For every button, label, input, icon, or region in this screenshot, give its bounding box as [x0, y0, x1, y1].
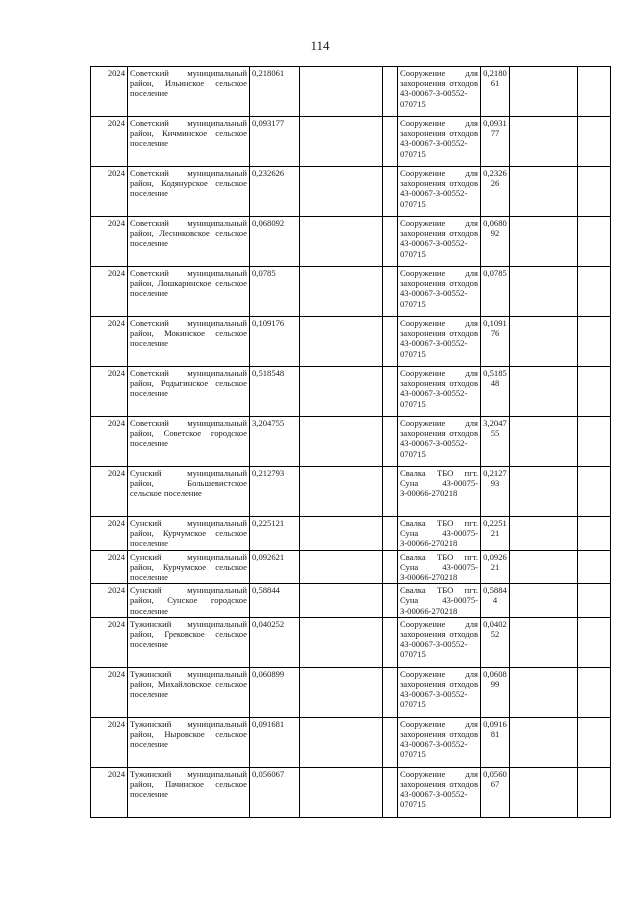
empty-cell [578, 417, 611, 467]
mass-cell [250, 667, 300, 717]
empty-cell [300, 467, 383, 517]
empty-cell [510, 584, 578, 618]
object-cell [398, 667, 481, 717]
mass-processed-cell [481, 467, 510, 517]
mass-cell [250, 217, 300, 267]
object-cell-text: Сооружение для захоронения отходов 43-00067-З-00552-070715 [400, 218, 478, 259]
mass-processed-cell [481, 617, 510, 667]
empty-cell [510, 117, 578, 167]
mass-cell-text: 0,060899 [252, 668, 285, 679]
empty-cell [383, 267, 398, 317]
mass-cell [250, 517, 300, 551]
mass-processed-cell-text: 0,0680 92 [483, 218, 507, 239]
area-cell-text: Советский муниципальный район, Кодянурское сельское поселение [130, 168, 247, 199]
empty-cell [300, 67, 383, 117]
mass-processed-cell [481, 417, 510, 467]
area-cell [128, 667, 250, 717]
object-cell [398, 367, 481, 417]
mass-processed-cell-text: 0,1091 76 [483, 318, 507, 339]
empty-cell [383, 584, 398, 618]
empty-cell [510, 267, 578, 317]
object-cell [398, 217, 481, 267]
waste-register-table [90, 66, 611, 818]
page-number: 114 [310, 38, 330, 53]
empty-cell [578, 67, 611, 117]
area-cell [128, 367, 250, 417]
empty-cell [578, 117, 611, 167]
year-cell-text: 2024 [107, 268, 125, 278]
mass-cell [250, 584, 300, 618]
area-cell-text: Тужинский муниципальный район, Пачинское сельское поселение [130, 768, 247, 800]
mass-processed-cell-text: 3,2047 55 [483, 418, 507, 439]
object-cell-text: Сооружение для захоронения отходов 43-00067-З-00552-070715 [400, 618, 478, 660]
mass-processed-cell [481, 317, 510, 367]
table-row [91, 367, 611, 417]
empty-cell [300, 584, 383, 618]
area-cell [128, 167, 250, 217]
area-cell-text: Советский муниципальный район, Родыгинское сельское поселение [130, 368, 247, 399]
year-cell-text: 2024 [107, 468, 125, 478]
empty-cell [300, 417, 383, 467]
empty-cell [383, 617, 398, 667]
year-cell-text: 2024 [107, 768, 125, 779]
empty-cell [578, 667, 611, 717]
empty-cell [510, 617, 578, 667]
year-cell-text: 2024 [107, 118, 125, 128]
empty-cell [510, 417, 578, 467]
area-cell [128, 417, 250, 467]
mass-cell [250, 467, 300, 517]
empty-cell [300, 667, 383, 717]
year-cell-text: 2024 [107, 585, 125, 596]
year-cell-text: 2024 [107, 551, 125, 562]
year-cell [91, 584, 128, 618]
empty-cell [300, 717, 383, 767]
mass-processed-cell [481, 367, 510, 417]
year-cell [91, 67, 128, 117]
empty-cell [300, 117, 383, 167]
mass-cell-text: 0,218061 [252, 68, 285, 78]
table-row [91, 217, 611, 267]
empty-cell [510, 167, 578, 217]
mass-cell [250, 167, 300, 217]
mass-cell [250, 317, 300, 367]
object-cell [398, 517, 481, 551]
table-row [91, 550, 611, 584]
object-cell [398, 550, 481, 584]
mass-cell-text: 0,225121 [252, 518, 285, 528]
table-row [91, 417, 611, 467]
empty-cell [300, 167, 383, 217]
empty-cell [578, 267, 611, 317]
year-cell [91, 517, 128, 551]
area-cell-text: Советский муниципальный район, Лошкаринское сельское поселение [130, 268, 247, 299]
year-cell-text: 2024 [107, 618, 125, 629]
empty-cell [578, 584, 611, 618]
mass-processed-cell-text: 0,5884 4 [483, 585, 507, 606]
empty-cell [383, 417, 398, 467]
mass-processed-cell [481, 717, 510, 767]
mass-processed-cell [481, 167, 510, 217]
object-cell-text: Сооружение для захоронения отходов 43-00067-З-00552-070715 [400, 168, 478, 209]
empty-cell [383, 550, 398, 584]
object-cell-text: Свалка ТБО пгт. Суна 43-00075-З-00066-270218 [400, 468, 478, 499]
object-cell-text: Сооружение для захоронения отходов 43-00067-З-00552-070715 [400, 418, 478, 459]
empty-cell [510, 667, 578, 717]
object-cell-text: Сооружение для захоронения отходов 43-00067-З-00552-070715 [400, 768, 478, 810]
object-cell-text: Сооружение для захоронения отходов 43-00067-З-00552-070715 [400, 68, 478, 109]
area-cell [128, 767, 250, 817]
empty-cell [510, 367, 578, 417]
mass-processed-cell [481, 117, 510, 167]
object-cell-text: Свалка ТБО пгт. Суна 43-00075-З-00066-270218 [400, 551, 478, 583]
year-cell-text: 2024 [107, 668, 125, 679]
table-row [91, 317, 611, 367]
table-row [91, 267, 611, 317]
empty-cell [578, 217, 611, 267]
empty-cell [578, 167, 611, 217]
empty-cell [300, 617, 383, 667]
area-cell [128, 584, 250, 618]
mass-cell [250, 717, 300, 767]
year-cell [91, 617, 128, 667]
year-cell-text: 2024 [107, 218, 125, 228]
empty-cell [510, 517, 578, 551]
empty-cell [510, 467, 578, 517]
mass-cell-text: 0,056067 [252, 768, 285, 779]
empty-cell [510, 550, 578, 584]
mass-processed-cell-text: 0,2251 21 [483, 518, 507, 539]
empty-cell [578, 467, 611, 517]
object-cell-text: Сооружение для захоронения отходов 43-00067-З-00552-070715 [400, 118, 478, 159]
empty-cell [578, 367, 611, 417]
mass-processed-cell-text: 0,0560 67 [483, 768, 507, 790]
object-cell [398, 767, 481, 817]
year-cell [91, 550, 128, 584]
mass-cell [250, 617, 300, 667]
table-row [91, 667, 611, 717]
mass-processed-cell-text: 0,0402 52 [483, 618, 507, 640]
area-cell-text: Сунский муниципальный район, Сунское городское поселение [130, 585, 247, 616]
table-row [91, 167, 611, 217]
object-cell [398, 467, 481, 517]
area-cell [128, 267, 250, 317]
object-cell [398, 317, 481, 367]
year-cell [91, 667, 128, 717]
mass-processed-cell [481, 517, 510, 551]
area-cell-text: Тужинский муниципальный район, Михайловское сельское поселение [130, 668, 247, 700]
mass-cell-text: 0,58844 [252, 585, 280, 596]
mass-processed-cell [481, 550, 510, 584]
object-cell [398, 267, 481, 317]
mass-cell [250, 767, 300, 817]
area-cell-text: Советский муниципальный район, Мокинское сельское поселение [130, 318, 247, 349]
mass-cell-text: 0,109176 [252, 318, 285, 328]
empty-cell [510, 67, 578, 117]
object-cell [398, 717, 481, 767]
mass-cell [250, 117, 300, 167]
area-cell-text: Сунский муниципальный район, Курчумское сельское поселение [130, 551, 247, 583]
area-cell-text: Советский муниципальный район, Кичминское сельское поселение [130, 118, 247, 149]
empty-cell [578, 617, 611, 667]
mass-cell-text: 0,093177 [252, 118, 285, 128]
empty-cell [300, 767, 383, 817]
empty-cell [300, 267, 383, 317]
empty-cell [578, 317, 611, 367]
area-cell [128, 317, 250, 367]
empty-cell [578, 717, 611, 767]
empty-cell [510, 717, 578, 767]
object-cell-text: Свалка ТБО пгт. Суна 43-00075-З-00066-270218 [400, 518, 478, 549]
object-cell [398, 417, 481, 467]
object-cell [398, 167, 481, 217]
mass-cell-text: 0,0785 [252, 268, 276, 278]
mass-cell-text: 0,092621 [252, 551, 285, 562]
year-cell-text: 2024 [107, 168, 125, 178]
object-cell [398, 67, 481, 117]
area-cell-text: Советский муниципальный район, Ильинское сельское поселение [130, 68, 247, 99]
table-row [91, 584, 611, 618]
empty-cell [300, 317, 383, 367]
empty-cell [383, 67, 398, 117]
area-cell [128, 117, 250, 167]
table-row [91, 767, 611, 817]
table-row [91, 617, 611, 667]
object-cell [398, 617, 481, 667]
object-cell-text: Сооружение для захоронения отходов 43-00067-З-00552-070715 [400, 318, 478, 359]
mass-processed-cell [481, 584, 510, 618]
area-cell-text: Советский муниципальный район, Лесниковское сельское поселение [130, 218, 247, 249]
mass-cell-text: 0,212793 [252, 468, 285, 478]
mass-cell [250, 550, 300, 584]
mass-processed-cell [481, 67, 510, 117]
mass-processed-cell-text: 0,5185 48 [483, 368, 507, 389]
mass-processed-cell [481, 217, 510, 267]
empty-cell [383, 667, 398, 717]
empty-cell [578, 517, 611, 551]
empty-cell [383, 217, 398, 267]
empty-cell [510, 317, 578, 367]
area-cell [128, 550, 250, 584]
mass-cell [250, 267, 300, 317]
object-cell-text: Сооружение для захоронения отходов 43-00067-З-00552-070715 [400, 368, 478, 409]
mass-cell-text: 0,068092 [252, 218, 285, 228]
empty-cell [383, 117, 398, 167]
mass-cell-text: 0,040252 [252, 618, 285, 629]
empty-cell [578, 550, 611, 584]
mass-cell-text: 3,204755 [252, 418, 285, 428]
object-cell [398, 117, 481, 167]
empty-cell [300, 367, 383, 417]
table-row [91, 717, 611, 767]
mass-processed-cell-text: 0,2180 61 [483, 68, 507, 89]
mass-cell-text: 0,232626 [252, 168, 285, 178]
area-cell-text: Тужинский муниципальный район, Грековское сельское поселение [130, 618, 247, 650]
table-row [91, 467, 611, 517]
area-cell [128, 617, 250, 667]
empty-cell [383, 717, 398, 767]
year-cell-text: 2024 [107, 318, 125, 328]
mass-processed-cell-text: 0,0608 99 [483, 668, 507, 690]
mass-processed-cell-text: 0,2326 26 [483, 168, 507, 189]
mass-processed-cell-text: 0,0785 [483, 268, 507, 278]
year-cell [91, 217, 128, 267]
year-cell-text: 2024 [107, 518, 125, 528]
empty-cell [300, 517, 383, 551]
object-cell-text: Сооружение для захоронения отходов 43-00067-З-00552-070715 [400, 268, 478, 309]
mass-cell [250, 417, 300, 467]
object-cell-text: Сооружение для захоронения отходов 43-00067-З-00552-070715 [400, 668, 478, 710]
table-row [91, 67, 611, 117]
year-cell-text: 2024 [107, 68, 125, 78]
area-cell [128, 217, 250, 267]
object-cell-text: Сооружение для захоронения отходов 43-00067-З-00552-070715 [400, 718, 478, 760]
area-cell-text: Советский муниципальный район, Советское городское поселение [130, 418, 247, 449]
year-cell [91, 117, 128, 167]
empty-cell [510, 767, 578, 817]
mass-cell-text: 0,518548 [252, 368, 285, 378]
empty-cell [383, 517, 398, 551]
mass-cell [250, 67, 300, 117]
year-cell [91, 467, 128, 517]
mass-processed-cell-text: 0,0926 21 [483, 551, 507, 572]
year-cell [91, 267, 128, 317]
empty-cell [300, 217, 383, 267]
empty-cell [578, 767, 611, 817]
empty-cell [383, 767, 398, 817]
year-cell-text: 2024 [107, 718, 125, 729]
area-cell [128, 67, 250, 117]
table-row [91, 517, 611, 551]
year-cell [91, 717, 128, 767]
year-cell [91, 317, 128, 367]
empty-cell [383, 317, 398, 367]
mass-processed-cell-text: 0,0931 77 [483, 118, 507, 139]
mass-processed-cell-text: 0,2127 93 [483, 468, 507, 489]
area-cell [128, 467, 250, 517]
mass-cell [250, 367, 300, 417]
area-cell-text: Сунский муниципальный район, Курчумское сельское поселение [130, 518, 247, 549]
table-row [91, 117, 611, 167]
area-cell-text: Тужинский муниципальный район, Ныровское сельское поселение [130, 718, 247, 750]
object-cell [398, 584, 481, 618]
empty-cell [383, 167, 398, 217]
year-cell [91, 167, 128, 217]
mass-processed-cell [481, 667, 510, 717]
mass-cell-text: 0,091681 [252, 718, 285, 729]
mass-processed-cell [481, 267, 510, 317]
mass-processed-cell-text: 0,0916 81 [483, 718, 507, 740]
year-cell-text: 2024 [107, 418, 125, 428]
year-cell-text: 2024 [107, 368, 125, 378]
year-cell [91, 767, 128, 817]
empty-cell [383, 467, 398, 517]
object-cell-text: Свалка ТБО пгт. Суна 43-00075-З-00066-270218 [400, 585, 478, 616]
mass-processed-cell [481, 767, 510, 817]
empty-cell [300, 550, 383, 584]
year-cell [91, 367, 128, 417]
table-body [91, 67, 611, 818]
area-cell-text: Сунский муниципальный район, Большевистское сельское поселение [130, 468, 247, 499]
area-cell [128, 517, 250, 551]
area-cell [128, 717, 250, 767]
empty-cell [510, 217, 578, 267]
year-cell [91, 417, 128, 467]
empty-cell [383, 367, 398, 417]
